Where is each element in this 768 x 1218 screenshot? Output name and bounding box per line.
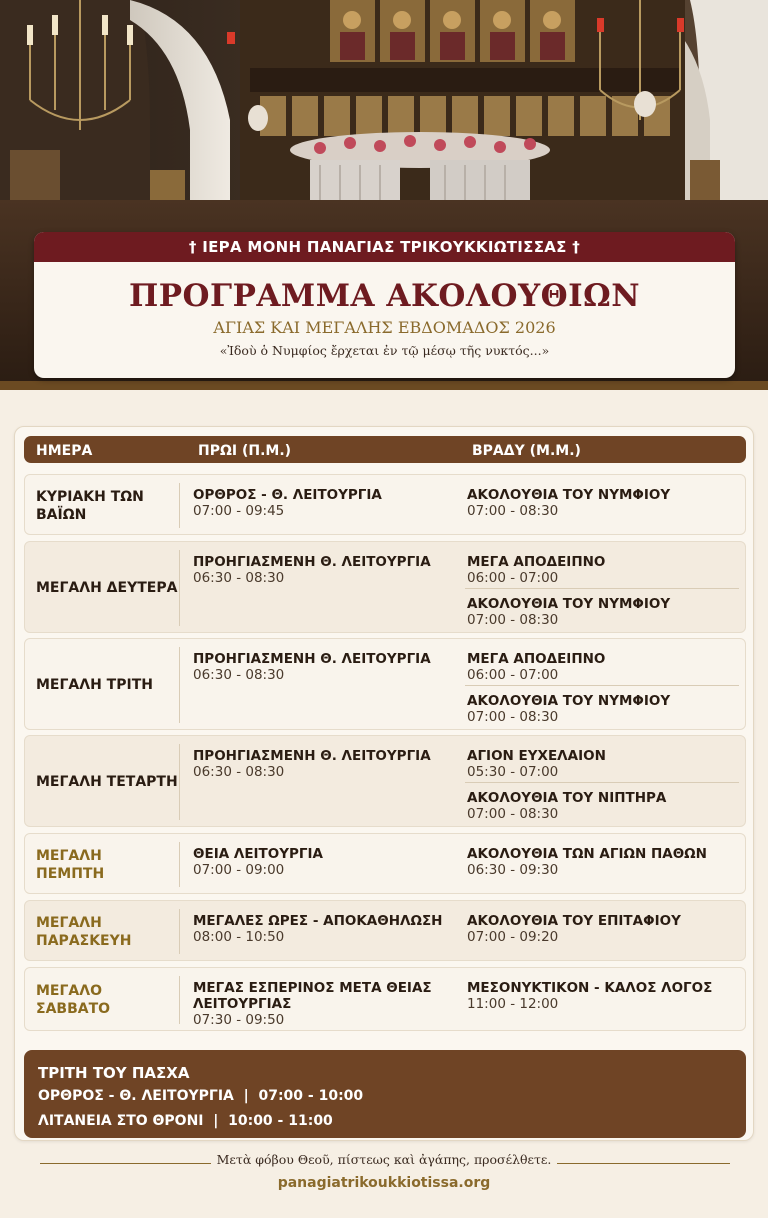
service-title: ΑΚΟΛΟΥΘΙΑ ΤΩΝ ΑΓΙΩΝ ΠΑΘΩΝ: [467, 846, 707, 862]
evening-service: [467, 980, 712, 1012]
hero-bottom-strip: [0, 381, 768, 390]
evening-service: [467, 554, 605, 586]
column-divider: [179, 483, 180, 528]
service-title: ΜΕΓΑ ΑΠΟΔΕΙΠΝΟ: [467, 554, 606, 570]
service-time: 06:00 - 07:00: [467, 667, 559, 683]
service-time: 07:00 - 08:30: [467, 806, 559, 822]
schedule-panel: [14, 426, 754, 1141]
evening-service: [467, 790, 666, 822]
table-row: [24, 833, 746, 894]
service-time: 06:30 - 08:30: [193, 667, 285, 683]
evening-service: [467, 748, 606, 780]
table-header: [24, 436, 746, 463]
table-row: [24, 474, 746, 535]
service-title: ΜΕΓΑ ΑΠΟΔΕΙΠΝΟ: [467, 651, 606, 667]
morning-service: [193, 554, 431, 586]
page-subtitle: ΑΓΙΑΣ ΚΑΙ ΜΕΓΑΛΗΣ ΕΒΔΟΜΑΔΟΣ 2026: [213, 318, 556, 337]
service-time: 07:00 - 08:30: [467, 612, 559, 628]
column-divider: [179, 744, 180, 820]
footer-quote-text: Μετὰ φόβου Θεοῦ, πίστεως καὶ ἀγάπης, προσέλθετε.: [211, 1152, 558, 1167]
column-divider: [179, 647, 180, 723]
evening-service: [467, 913, 681, 945]
table-row: [24, 638, 746, 730]
morning-service: [193, 748, 431, 780]
easter-tuesday-box: [24, 1050, 746, 1138]
column-divider: [179, 842, 180, 887]
column-header-day: ΗΜΕΡΑ: [36, 443, 93, 459]
table-row: [24, 735, 746, 827]
column-divider: [179, 909, 180, 954]
monastery-banner: † ΙΕΡΑ ΜΟΝΗ ΠΑΝΑΓΙΑΣ ΤΡΙΚΟΥΚΚΙΩΤΙΣΣΑΣ †: [34, 232, 735, 262]
morning-service: [193, 846, 323, 878]
day-label: ΜΕΓΑΛΟ ΣΑΒΒΑΤΟ: [36, 983, 111, 1017]
evening-service: [467, 693, 670, 725]
service-title: ΘΕΙΑ ΛΕΙΤΟΥΡΓΙΑ: [193, 846, 323, 862]
service-time: 07:00 - 08:30: [467, 709, 559, 725]
title-card: [34, 232, 735, 378]
service-title: ΜΕΓΑΣ ΕΣΠΕΡΙΝΟΣ ΜΕΤΑ ΘΕΙΑΣ ΛΕΙΤΟΥΡΓΙΑΣ: [193, 980, 432, 1012]
service-title: ΑΚΟΛΟΥΘΙΑ ΤΟΥ ΝΥΜΦΙΟΥ: [467, 487, 671, 503]
table-row: [24, 541, 746, 633]
service-time: 07:00 - 09:20: [467, 929, 559, 945]
footer-quote: [0, 1152, 768, 1167]
website-link[interactable]: panagiatrikoukkiotissa.org: [277, 1175, 491, 1191]
service-time: 07:00 - 09:00: [193, 862, 285, 878]
service-title: ΠΡΟΗΓΙΑΣΜΕΝΗ Θ. ΛΕΙΤΟΥΡΓΙΑ: [193, 554, 431, 570]
table-row: [24, 900, 746, 961]
service-time: 06:00 - 07:00: [467, 570, 559, 586]
page-title: ΠΡΟΓΡΑΜΜΑ ΑΚΟΛΟΥΘΙΩΝ: [128, 278, 641, 314]
service-title: ΑΚΟΛΟΥΘΙΑ ΤΟΥ ΕΠΙΤΑΦΙΟΥ: [467, 913, 681, 929]
easter-tuesday-service-1: ΟΡΘΡΟΣ - Θ. ΛΕΙΤΟΥΡΓΙΑ | 07:00 - 10:00: [38, 1088, 364, 1104]
morning-service: [193, 487, 382, 519]
evening-service: [467, 487, 670, 519]
easter-tuesday-service-2: ΛΙΤΑΝΕΙΑ ΣΤΟ ΘΡΟΝΙ | 10:00 - 11:00: [38, 1113, 333, 1129]
column-divider: [179, 550, 180, 626]
column-divider: [179, 976, 180, 1024]
day-label: ΜΕΓΑΛΗ ΤΕΤΑΡΤΗ: [36, 774, 178, 790]
service-time: 11:00 - 12:00: [467, 996, 559, 1012]
service-title: ΠΡΟΗΓΙΑΣΜΕΝΗ Θ. ΛΕΙΤΟΥΡΓΙΑ: [193, 748, 431, 764]
day-label: ΜΕΓΑΛΗ ΤΡΙΤΗ: [36, 677, 153, 693]
service-title: ΜΕΣΟΝΥΚΤΙΚΟΝ - ΚΑΛΟΣ ΛΟΓΟΣ: [467, 980, 713, 996]
service-time: 05:30 - 07:00: [467, 764, 559, 780]
service-divider: [465, 782, 739, 783]
service-divider: [465, 588, 739, 589]
morning-service: [193, 651, 431, 683]
evening-service: [467, 846, 707, 878]
morning-service: [193, 980, 443, 1028]
service-time: 07:00 - 09:45: [193, 503, 285, 519]
day-label: ΜΕΓΑΛΗ ΠΑΡΑΣΚΕΥΗ: [36, 915, 132, 949]
service-time: 08:00 - 10:50: [193, 929, 285, 945]
day-label: ΚΥΡΙΑΚΗ ΤΩΝ ΒΑΪΩΝ: [36, 489, 144, 523]
service-time: 06:30 - 08:30: [193, 764, 285, 780]
scripture-quote: «Ἰδοὺ ὁ Νυμφίος ἔρχεται ἐν τῷ μέσῳ τῆς νυκτός...»: [219, 343, 550, 358]
table-row: [24, 967, 746, 1031]
evening-service: [467, 596, 670, 628]
column-header-morning: ΠΡΩΙ (Π.Μ.): [198, 443, 292, 459]
easter-tuesday-title: ΤΡΙΤΗ ΤΟΥ ΠΑΣΧΑ: [38, 1064, 190, 1082]
service-title: ΟΡΘΡΟΣ - Θ. ΛΕΙΤΟΥΡΓΙΑ: [193, 487, 382, 503]
service-time: 06:30 - 09:30: [467, 862, 559, 878]
service-title: ΑΚΟΛΟΥΘΙΑ ΤΟΥ ΝΥΜΦΙΟΥ: [467, 693, 671, 709]
service-title: ΜΕΓΑΛΕΣ ΩΡΕΣ - ΑΠΟΚΑΘΗΛΩΣΗ: [193, 913, 443, 929]
service-title: ΑΚΟΛΟΥΘΙΑ ΤΟΥ ΝΙΠΤΗΡΑ: [467, 790, 667, 806]
day-label: ΜΕΓΑΛΗ ΠΕΜΠΤΗ: [36, 848, 105, 882]
service-time: 07:00 - 08:30: [467, 503, 559, 519]
evening-service: [467, 651, 605, 683]
service-title: ΑΓΙΟΝ ΕΥΧΕΛΑΙΟΝ: [467, 748, 606, 764]
service-divider: [465, 685, 739, 686]
column-header-evening: ΒΡΑΔΥ (Μ.Μ.): [472, 443, 581, 459]
day-label: ΜΕΓΑΛΗ ΔΕΥΤΕΡΑ: [36, 580, 178, 596]
morning-service: [193, 913, 442, 945]
service-time: 06:30 - 08:30: [193, 570, 285, 586]
service-time: 07:30 - 09:50: [193, 1012, 285, 1028]
service-title: ΠΡΟΗΓΙΑΣΜΕΝΗ Θ. ΛΕΙΤΟΥΡΓΙΑ: [193, 651, 431, 667]
service-title: ΑΚΟΛΟΥΘΙΑ ΤΟΥ ΝΥΜΦΙΟΥ: [467, 596, 671, 612]
